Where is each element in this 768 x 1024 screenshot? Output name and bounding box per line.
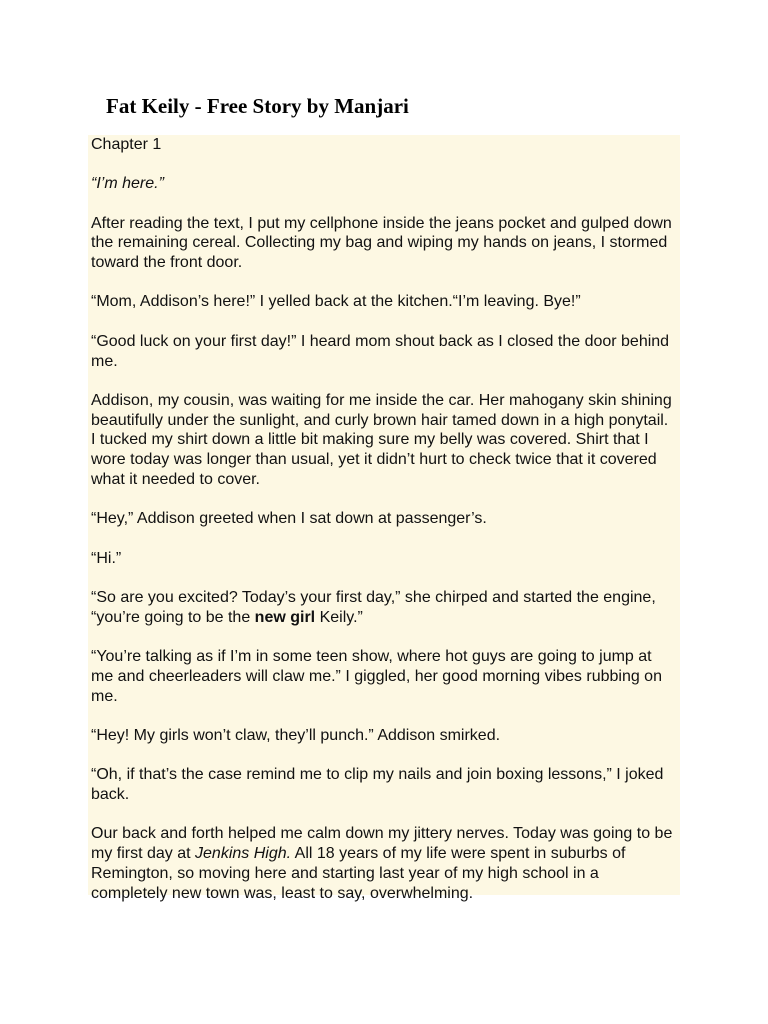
story-paragraph: After reading the text, I put my cellphone inside the jeans pocket and gulped down the remaining cereal. Collecting my bag and wiping my hands on jeans, I stormed toward the front door. — [91, 214, 672, 272]
story-paragraph: “Hi.” — [91, 549, 122, 567]
story-paragraph: “Mom, Addison’s here!” I yelled back at the kitchen.“I’m leaving. Bye!” — [91, 293, 581, 311]
story-text-block — [88, 135, 680, 902]
bold-text: new girl — [254, 608, 316, 626]
text-run: Our back and forth helped me calm down my jittery nerves. Today was going to be my first day at — [91, 825, 673, 863]
text-run: Keily.” — [315, 608, 363, 626]
story-paragraph: “You’re talking as if I’m in some teen show, where hot guys are going to jump at me and cheerleaders will claw me.” I giggled, her good morning vibes rubbing on me. — [91, 648, 662, 705]
page-title: Fat Keily - Free Story by Manjari — [106, 94, 409, 118]
italic-text: Jenkins High. — [195, 845, 292, 863]
text-run: “So are you excited? Today’s your first day,” she chirped and started the engine, “you’re going to be the — [91, 588, 656, 626]
text-run: All 18 years of my life were spent in suburbs of Remington, so moving here and starting last year of my high school in a completely new town was, least to say, overwhelming. — [91, 845, 626, 902]
story-paragraph: Addison, my cousin, was waiting for me inside the car. Her mahogany skin shining beautifully under the sunlight, and curly brown hair tamed down in a high ponytail. I tucked my shirt down a little bit making sure my belly was covered. Shirt that I wore today was longer than usual, yet it didn’t hurt to check twice that it covered what it needed to cover. — [91, 391, 672, 489]
story-paragraph: “Hey,” Addison greeted when I sat down at passenger’s. — [91, 510, 487, 528]
story-paragraph: “Oh, if that’s the case remind me to clip my nails and join boxing lessons,” I joked back. — [91, 766, 664, 804]
story-paragraph — [91, 174, 676, 194]
chapter-heading: Chapter 1 — [91, 136, 162, 153]
italic-text: “I’m here.” — [91, 175, 164, 193]
story-paragraph — [91, 588, 676, 628]
story-paragraph: “Hey! My girls won’t claw, they’ll punch.” Addison smirked. — [91, 726, 501, 744]
story-paragraph — [91, 824, 676, 903]
story-paragraph: “Good luck on your first day!” I heard mom shout back as I closed the door behind me. — [91, 332, 670, 370]
